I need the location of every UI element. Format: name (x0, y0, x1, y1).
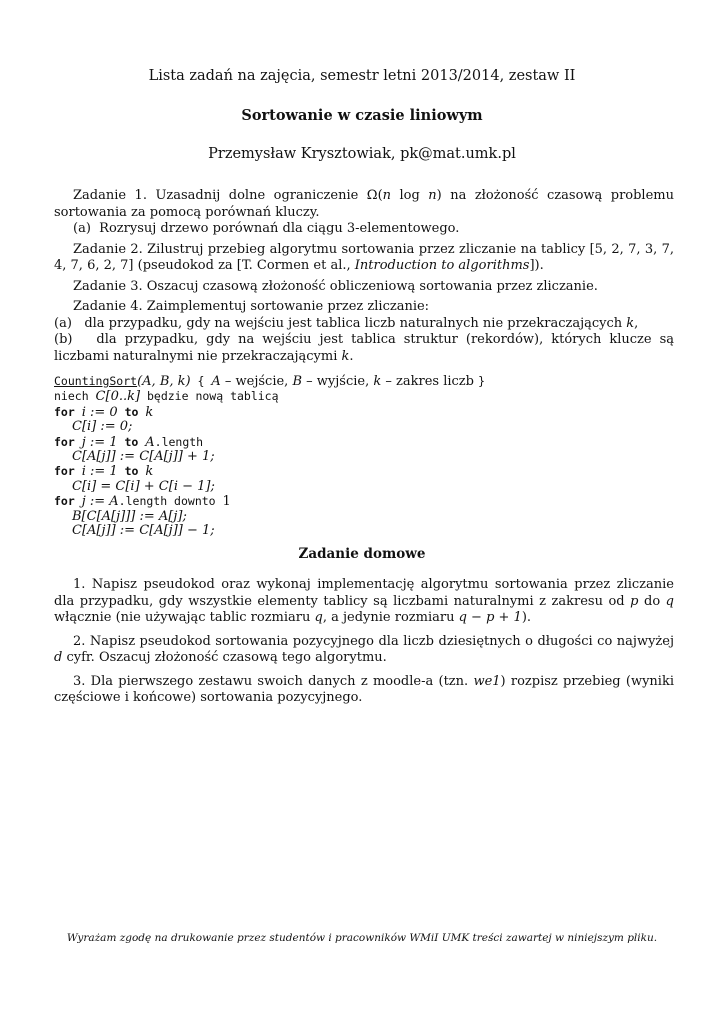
task-3: Zadanie 3. Oszacuj czasową złożoność obliczeniową sortowania przez zliczanie. (73, 278, 598, 294)
code-line-body4a: B[C[A[j]]] := A[j]; (72, 508, 187, 524)
code-line-body4b: C[A[j]] := C[A[j]] − 1; (72, 523, 215, 539)
code-line-body1: C[i] := 0; (72, 419, 133, 435)
author-line: Przemysław Krysztowiak, pk@mat.umk.pl (208, 146, 516, 162)
homework-item-2: 2. Napisz pseudokod sortowania pozycyjnego dla liczb dziesiętnych o długości co najwyżej d cyfr. Oszacuj złożoność czasową tego algorytmu. (54, 633, 674, 665)
code-line-header: CountingSort(A, B, k) { A – wejście, B – wyjście, k – zakres liczb } (54, 374, 486, 389)
course-line: Lista zadań na zajęcia, semestr letni 2013/2014, zestaw II (148, 68, 576, 84)
homework-list (54, 577, 674, 714)
pseudocode-block (54, 374, 674, 538)
code-line-for2: for j := 1 to A.length (54, 434, 204, 450)
task-4: Zadanie 4. Zaimplementuj sortowanie przez zliczanie: (73, 299, 430, 314)
task-list (54, 188, 674, 538)
code-line-for3: for i := 1 to k (54, 464, 154, 480)
task-1a: (a) Rozrysuj drzewo porównań dla ciągu 3-elementowego. (73, 221, 460, 236)
task-4b: (b) dla przypadku, gdy na wejściu jest tablica struktur (rekordów), których klucze są liczbami naturalnymi nie przekraczającymi k. (54, 332, 674, 364)
code-line-for4: for j := A.length downto 1 (54, 494, 231, 510)
footer-consent-note: Wyrażam zgodę na drukowanie przez studentów i pracowników WMiI UMK treści zawartej w niniejszym pliku. (66, 932, 658, 944)
task-2: Zadanie 2. Zilustruj przebieg algorytmu sortowania przez zliczanie na tablicy [5, 2, 7, 3, 7, 4, 7, 6, 2, 7] (pseudokod za [T. Cormen et al., Introduction to algorithms]). (54, 241, 674, 273)
code-line-body3: C[i] = C[i] + C[i − 1]; (72, 478, 215, 494)
homework-item-1: 1. Napisz pseudokod oraz wykonaj implementację algorytmu sortowania przez zliczanie dla przypadku, gdy wszystkie elementy tablicy są liczbami naturalnymi z zakresu od p do q włącznie (nie używając tablic rozmiaru q, a jedynie rozmiaru q − p + 1). (54, 577, 674, 625)
topic-title: Sortowanie w czasie liniowym (241, 107, 483, 124)
task-1: Zadanie 1. Uzasadnij dolne ograniczenie Ω(n log n) na złożoność czasową problemu sortowania za pomocą porównań kluczy. (54, 188, 674, 220)
homework-item-3: 3. Dla pierwszego zestawu swoich danych z moodle-a (tzn. we1) rozpisz przebieg (wyniki częściowe i końcowe) sortowania pozycyjnego. (54, 673, 674, 705)
code-line-body2: C[A[j]] := C[A[j]] + 1; (72, 449, 215, 465)
code-line-init: niech C[0..k] będzie nową tablicą (54, 389, 279, 405)
code-line-for1: for i := 0 to k (54, 404, 154, 420)
task-4a: (a) dla przypadku, gdy na wejściu jest tablica liczb naturalnych nie przekraczających k, (54, 315, 639, 331)
homework-title: Zadanie domowe (298, 546, 426, 562)
